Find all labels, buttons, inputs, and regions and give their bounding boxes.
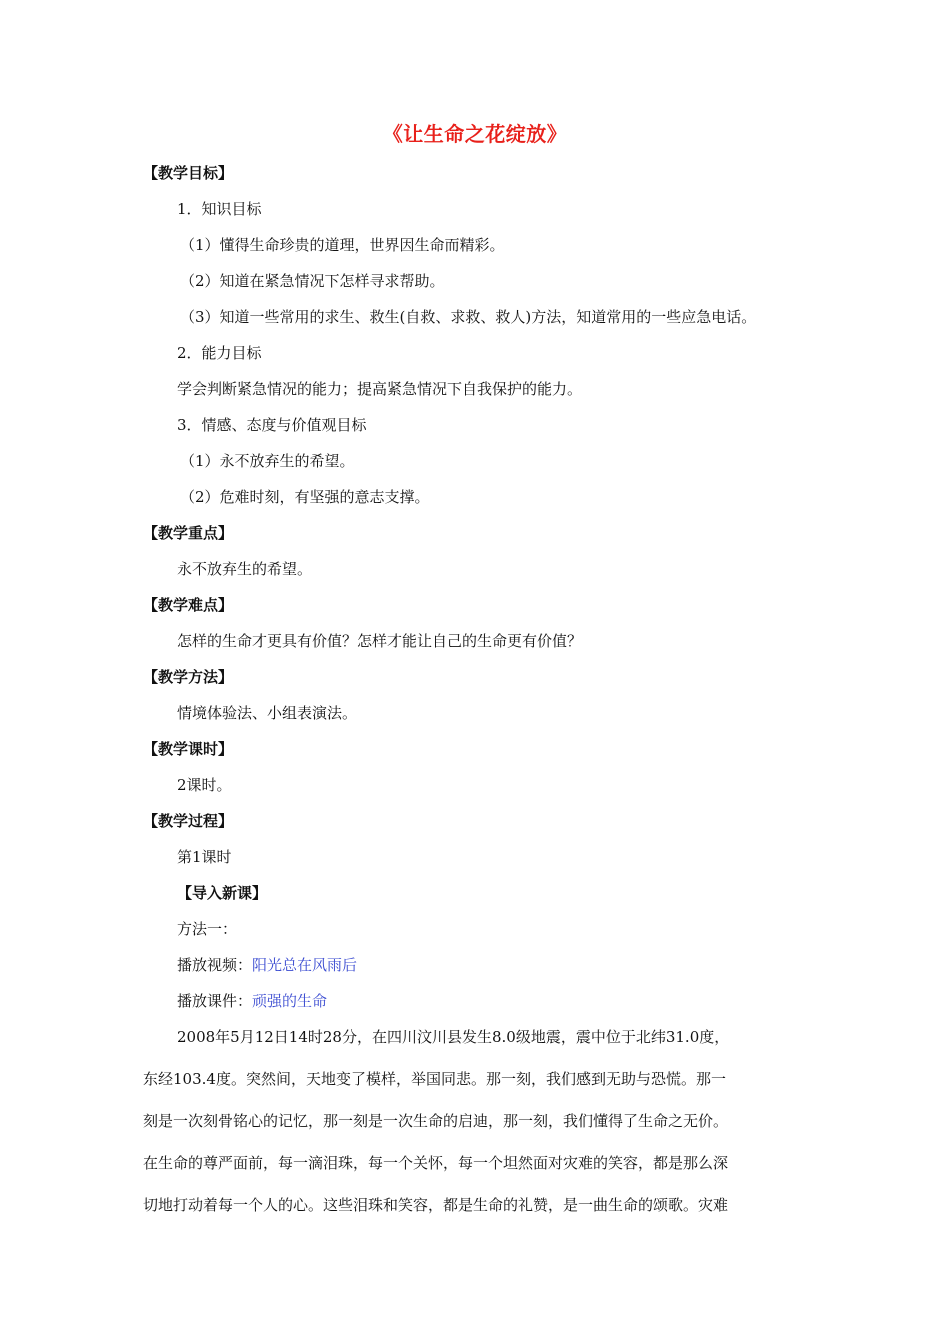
section-heading-hours: 【教学课时】 xyxy=(143,740,234,758)
method-one-label: 方法一： xyxy=(177,920,238,938)
knowledge-goal-2: （2）知道在紧急情况下怎样寻求帮助。 xyxy=(180,272,445,290)
paragraph-line: 东经103.4度。突然间，天地变了模样，举国同悲。那一刻，我们感到无助与恐慌。那一 xyxy=(143,1070,726,1088)
emotion-goal-title: 3．情感、态度与价值观目标 xyxy=(177,416,367,434)
section-heading-difficulty: 【教学难点】 xyxy=(143,596,234,614)
knowledge-goal-1: （1）懂得生命珍贵的道理，世界因生命而精彩。 xyxy=(180,236,505,254)
section-heading-process: 【教学过程】 xyxy=(143,812,234,830)
courseware-label: 播放课件： xyxy=(177,992,253,1010)
video-line xyxy=(177,954,357,976)
hours-text: 2课时。 xyxy=(177,776,232,794)
courseware-link[interactable]: 顽强的生命 xyxy=(252,992,328,1010)
section-heading-method: 【教学方法】 xyxy=(143,668,234,686)
lesson-label: 第1课时 xyxy=(177,848,232,866)
paragraph-line: 切地打动着每一个人的心。这些泪珠和笑容，都是生命的礼赞，是一曲生命的颂歌。灾难 xyxy=(143,1196,729,1214)
video-link[interactable]: 阳光总在风雨后 xyxy=(252,956,358,974)
intro-heading: 【导入新课】 xyxy=(177,884,268,902)
emotion-goal-1: （1）永不放弃生的希望。 xyxy=(180,452,355,470)
knowledge-goal-title: 1．知识目标 xyxy=(177,200,262,218)
emotion-goal-2: （2）危难时刻，有坚强的意志支撑。 xyxy=(180,488,430,506)
knowledge-goal-3: （3）知道一些常用的求生、救生(自救、求救、救人)方法，知道常用的一些应急电话。 xyxy=(180,308,757,326)
section-heading-key-point: 【教学重点】 xyxy=(143,524,234,542)
ability-goal-title: 2．能力目标 xyxy=(177,344,262,362)
difficulty-text: 怎样的生命才更具有价值？怎样才能让自己的生命更有价值？ xyxy=(177,632,583,650)
method-text: 情境体验法、小组表演法。 xyxy=(177,704,358,722)
section-heading-goals: 【教学目标】 xyxy=(143,164,234,182)
paragraph-line: 2008年5月12日14时28分，在四川汶川县发生8.0级地震，震中位于北纬31.0度， xyxy=(177,1028,730,1046)
ability-goal-text: 学会判断紧急情况的能力；提高紧急情况下自我保护的能力。 xyxy=(177,380,583,398)
key-point-text: 永不放弃生的希望。 xyxy=(177,560,313,578)
courseware-line xyxy=(177,990,327,1012)
document-title: 《让生命之花绽放》 xyxy=(382,122,568,146)
paragraph-line: 刻是一次刻骨铭心的记忆，那一刻是一次生命的启迪，那一刻，我们懂得了生命之无价。 xyxy=(143,1112,729,1130)
paragraph-line: 在生命的尊严面前，每一滴泪珠，每一个关怀，每一个坦然面对灾难的笑容，都是那么深 xyxy=(143,1154,729,1172)
video-label: 播放视频： xyxy=(177,956,253,974)
